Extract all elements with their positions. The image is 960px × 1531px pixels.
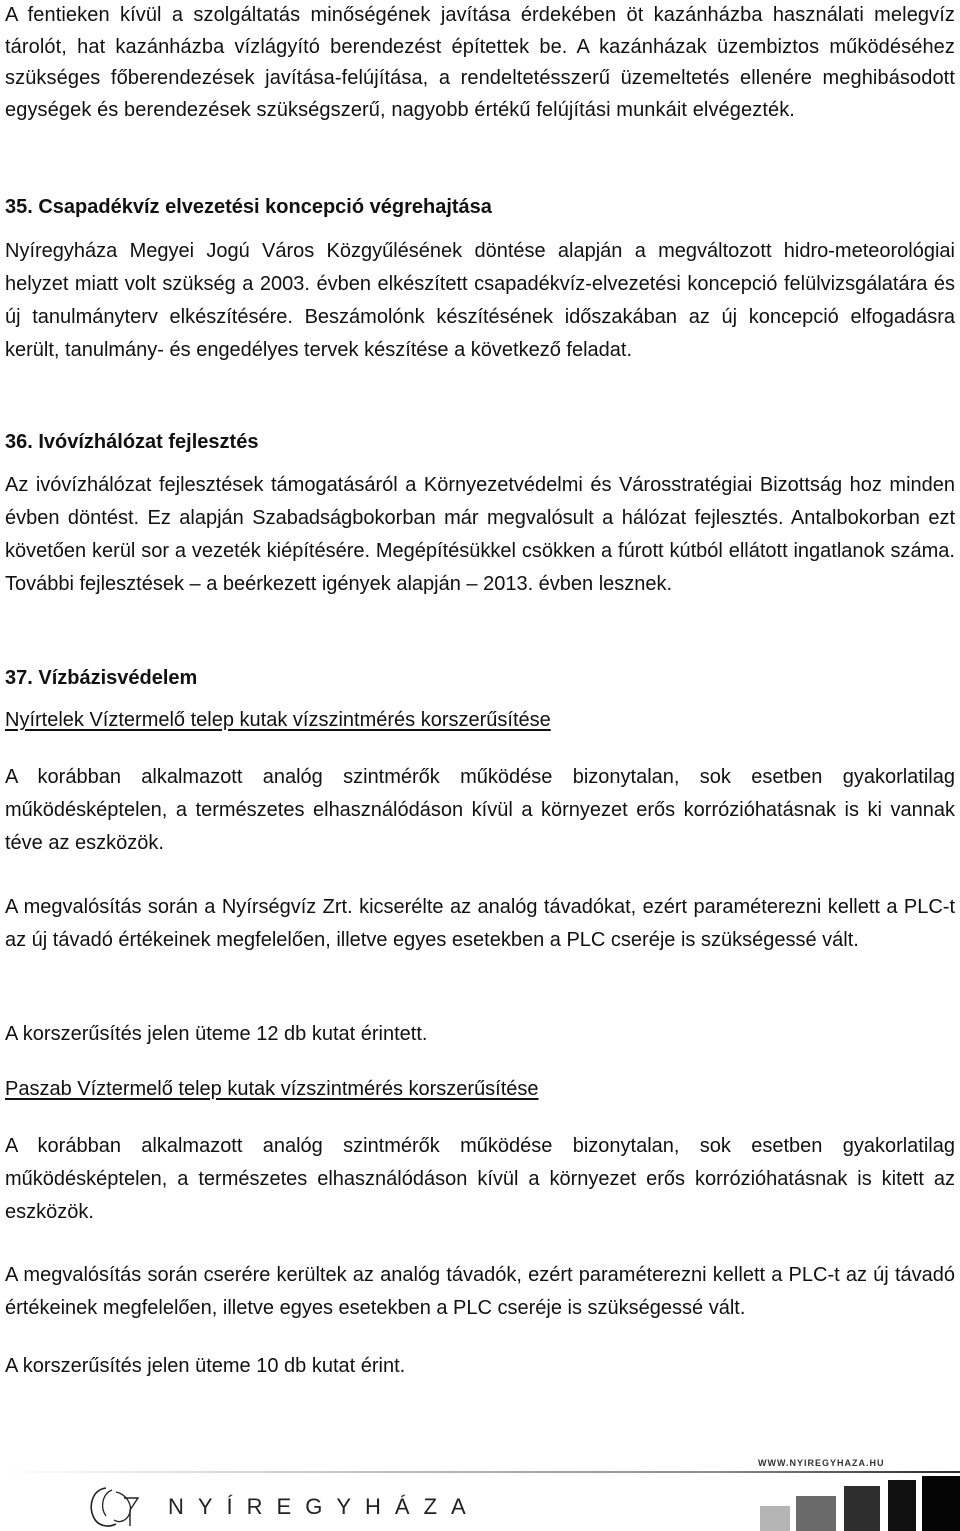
section-35-heading: 35. Csapadékvíz elvezetési koncepció végrehajtása [5,196,492,218]
paszab-paragraph-1: A korábban alkalmazott analóg szintmérők működése bizonytalan, sok esetben gyakorlatilag működésképtelen, a természetes elhasználódáson kívül a környezet erős korrózióhatásnak is kitett az eszközök. [5,1135,955,1223]
footer-brand-name: NYÍREGYHÁZA [168,1494,480,1519]
paszab-paragraph-2: A megvalósítás során cserére kerültek az analóg távadók, ezért paraméterezni kellett a PLC-t az új távadó értékeinek megfelelően, illetve egyes esetekben a PLC cseréje is szükségessé vált. [5,1264,955,1319]
section-37-heading: 37. Vízbázisvédelem [5,667,198,689]
section-36-heading: 36. Ivóvízhálózat fejlesztés [5,431,259,453]
paszab-paragraph-3: A korszerűsítés jelen üteme 10 db kutat érint. [5,1355,406,1377]
nyirtelek-paragraph-1: A korábban alkalmazott analóg szintmérők működése bizonytalan, sok esetben gyakorlatilag működésképtelen, a természetes elhasználódáson kívül a környezet erős korrózióhatásnak is ki vannak téve az eszközök. [5,766,955,854]
nyiregyhaza-logo-icon [86,1484,148,1530]
footer-divider [0,1471,960,1473]
footer-website-url: WWW.NYIREGYHAZA.HU [758,1458,885,1468]
nyirtelek-paragraph-3: A korszerűsítés jelen üteme 12 db kutat érintett. [5,1023,428,1045]
nyirtelek-subheading: Nyírtelek Víztermelő telep kutak vízszintmérés korszerűsítése [5,709,551,731]
section-35-paragraph: Nyíregyháza Megyei Jogú Város Közgyűlésének döntése alapján a megváltozott hidro-meteorológiai helyzet miatt volt szükség a 2003. évben elkészített csapadékvíz-elvezetési koncepció felülvizsgálatára és új tanulmányterv elkészítésére. Beszámolónk készítésének időszakában az új koncepció elfogadásra került, tanulmány- és engedélyes tervek készítése a következő feladat. [5,240,955,361]
section-36-paragraph: Az ivóvízhálózat fejlesztések támogatásáról a Környezetvédelmi és Városstratégiai Bizottság hoz minden évben döntést. Ez alapján Szabadságbokorban már megvalósult a hálózat fejlesztés. Antalbokorban ezt követően kerül sor a vezeték kiépítésére. Megépítésükkel csökken a fúrott kútból ellátott ingatlanok száma. További fejlesztések – a beérkezett igények alapján – 2013. évben lesznek. [5,474,955,595]
nyirtelek-paragraph-2: A megvalósítás során a Nyírségvíz Zrt. kicserélte az analóg távadókat, ezért paraméterezni kellett a PLC-t az új távadó értékeinek megfelelően, illetve egyes esetekben a PLC cseréje is szükségessé vált. [5,896,955,951]
footer-bars-graphic [754,1476,960,1531]
intro-paragraph: A fentieken kívül a szolgáltatás minőségének javítása érdekében öt kazánházba használati melegvíz tárolót, hat kazánházba vízlágyító berendezést építettek be. A kazánházak üzembiztos működéséhez szükséges főberendezések javítása-felújítása, a rendeltetésszerű üzemeltetés ellenére meghibásodott egységek és berendezések szükségszerű, nagyobb értékű felújítási munkáit elvégezték. [5,4,955,121]
paszab-subheading: Paszab Víztermelő telep kutak vízszintmérés korszerűsítése [5,1078,539,1100]
